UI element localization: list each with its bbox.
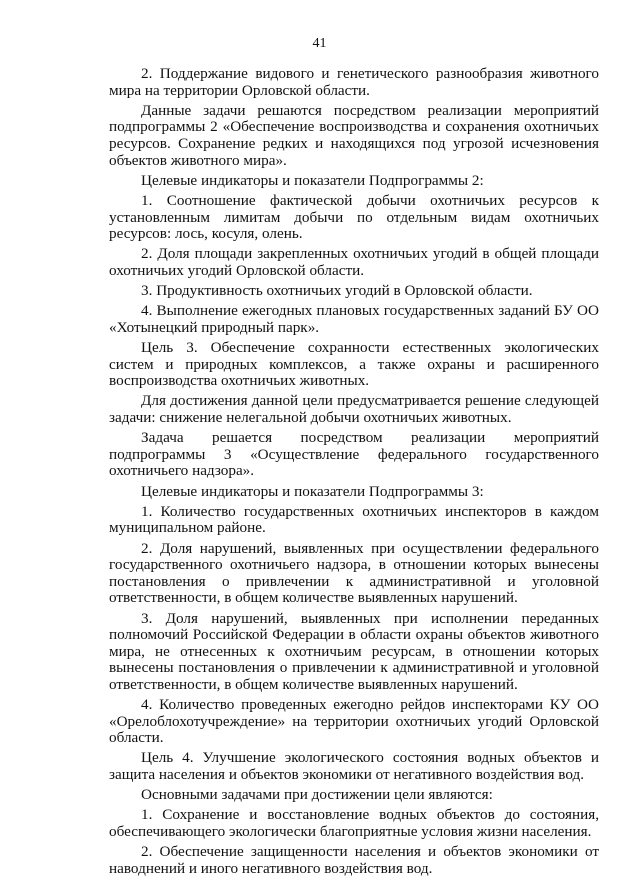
paragraph: 3. Доля нарушений, выявленных при исполнении переданных полномочий Российской Федерации в области охраны объектов животного мира, не отнесенных к охотничьим ресурсам, в отношении которых вынесены постановления о привлечении к административной и уголовной ответственности, в общем количестве выявленных нарушений. xyxy=(109,609,599,693)
paragraph: Задача решается посредством реализации мероприятий подпрограммы 3 «Осуществление федерального государственного охотничьего надзора». xyxy=(109,429,599,480)
paragraph: Данные задачи решаются посредством реализации мероприятий подпрограммы 2 «Обеспечение воспроизводства и сохранения охотничьих ресурсов. Сохранение редких и находящихся под угрозой исчезновения объектов животного мира». xyxy=(109,101,599,169)
paragraph: 1. Количество государственных охотничьих инспекторов в каждом муниципальном районе. xyxy=(109,502,599,537)
paragraph: Основными задачами при достижении цели являются: xyxy=(141,786,493,804)
paragraph: Целевые индикаторы и показатели Подпрограммы 3: xyxy=(141,482,484,500)
paragraph: Цель 4. Улучшение экологического состояния водных объектов и защита населения и объектов экономики от негативного воздействия вод. xyxy=(109,749,599,784)
paragraph: 2. Доля нарушений, выявленных при осуществлении федерального государственного охотничьего надзора, в отношении которых вынесены постановления о привлечении к административной и уголовной ответственности, в общем количестве выявленных нарушений. xyxy=(109,539,599,607)
paragraph: 2. Доля площади закрепленных охотничьих угодий в общей площади охотничьих угодий Орловской области. xyxy=(109,245,599,279)
document-body xyxy=(109,66,599,881)
paragraph: 1. Соотношение фактической добычи охотничьих ресурсов к установленным лимитам добычи по отдельным видам охотничьих ресурсов: лось, косуля, олень. xyxy=(109,191,599,243)
paragraph: 4. Количество проведенных ежегодно рейдов инспекторами КУ ОО «Орелоблохотучреждение» на территории охотничьих угодий Орловской области. xyxy=(109,696,599,747)
paragraph: 2. Обеспечение защищенности населения и объектов экономики от наводнений и иного негативного воздействия вод. xyxy=(109,843,599,877)
paragraph: 1. Сохранение и восстановление водных объектов до состояния, обеспечивающего экологически благоприятные условия жизни населения. xyxy=(109,806,599,841)
paragraph: Целевые индикаторы и показатели Подпрограммы 2: xyxy=(141,171,484,189)
paragraph: 3. Продуктивность охотничьих угодий в Орловской области. xyxy=(141,282,533,300)
paragraph: 4. Выполнение ежегодных плановых государственных заданий БУ ОО «Хотынецкий природный парк». xyxy=(109,302,599,336)
page-number: 41 xyxy=(312,36,327,51)
paragraph: Для достижения данной цели предусматривается решение следующей задачи: снижение нелегальной добычи охотничьих животных. xyxy=(109,392,599,427)
paragraph: Цель 3. Обеспечение сохранности естественных экологических систем и природных комплексов, а также охраны и расширенного воспроизводства охотничьих животных. xyxy=(109,339,599,390)
paragraph: 2. Поддержание видового и генетического разнообразия животного мира на территории Орловской области. xyxy=(109,65,599,99)
